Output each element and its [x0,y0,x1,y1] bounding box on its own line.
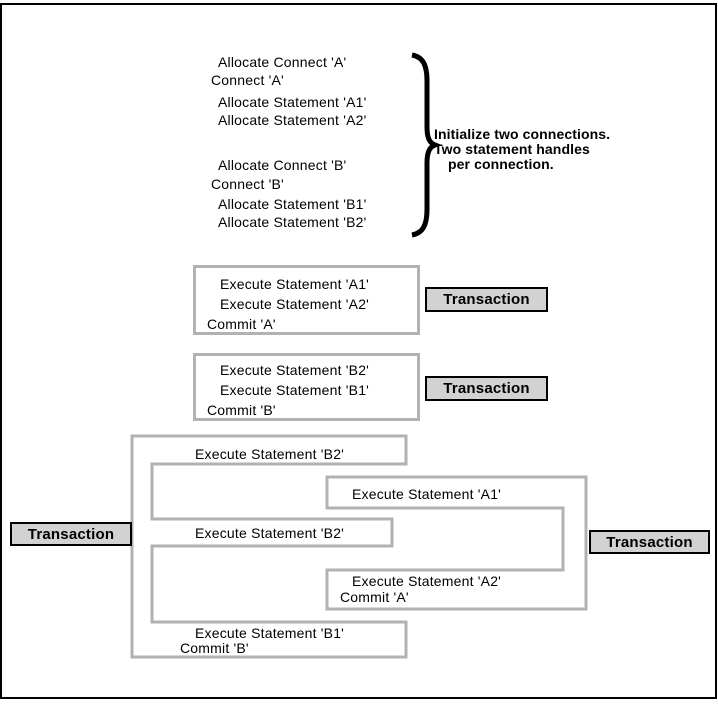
transaction-label-serial-a: Transaction [425,287,548,312]
interleaved-stmt-a2: Execute Statement 'A2' [352,573,502,589]
stmt-exec-a2: Execute Statement 'A2' [220,296,370,312]
curly-brace [412,55,435,235]
brace-caption-line3: per connection. [448,156,554,172]
init-line-allocate-stmt-b2: Allocate Statement 'B2' [218,214,367,230]
init-line-allocate-connect-a: Allocate Connect 'A' [218,54,347,70]
transaction-label-interleaved-b: Transaction [10,522,132,546]
interleaved-stmt-b2-first: Execute Statement 'B2' [195,446,345,462]
init-line-connect-b: Connect 'B' [211,176,284,192]
interleaved-commit-a: Commit 'A' [340,589,409,605]
stmt-commit-a: Commit 'A' [207,316,276,332]
interleaved-commit-b: Commit 'B' [180,640,249,656]
init-line-allocate-stmt-a2: Allocate Statement 'A2' [218,112,367,128]
interleaved-stmt-a1: Execute Statement 'A1' [352,486,502,502]
stmt-exec-b2: Execute Statement 'B2' [220,362,370,378]
transaction-label-interleaved-a: Transaction [589,530,710,554]
stmt-exec-b1: Execute Statement 'B1' [220,382,370,398]
interleaved-stmt-b1: Execute Statement 'B1' [195,625,345,641]
interleaved-transaction-b-outline [132,436,406,657]
init-line-allocate-stmt-a1: Allocate Statement 'A1' [218,94,367,110]
brace-caption-line2: Two statement handles [434,141,590,157]
init-line-allocate-stmt-b1: Allocate Statement 'B1' [218,196,367,212]
init-line-connect-a: Connect 'A' [211,72,284,88]
stmt-exec-a1: Execute Statement 'A1' [220,276,370,292]
brace-caption-line1: Initialize two connections. [434,126,611,142]
interleaved-stmt-b2-second: Execute Statement 'B2' [195,525,345,541]
init-line-allocate-connect-b: Allocate Connect 'B' [218,157,347,173]
transaction-label-serial-b: Transaction [425,376,548,401]
stmt-commit-b: Commit 'B' [207,402,276,418]
